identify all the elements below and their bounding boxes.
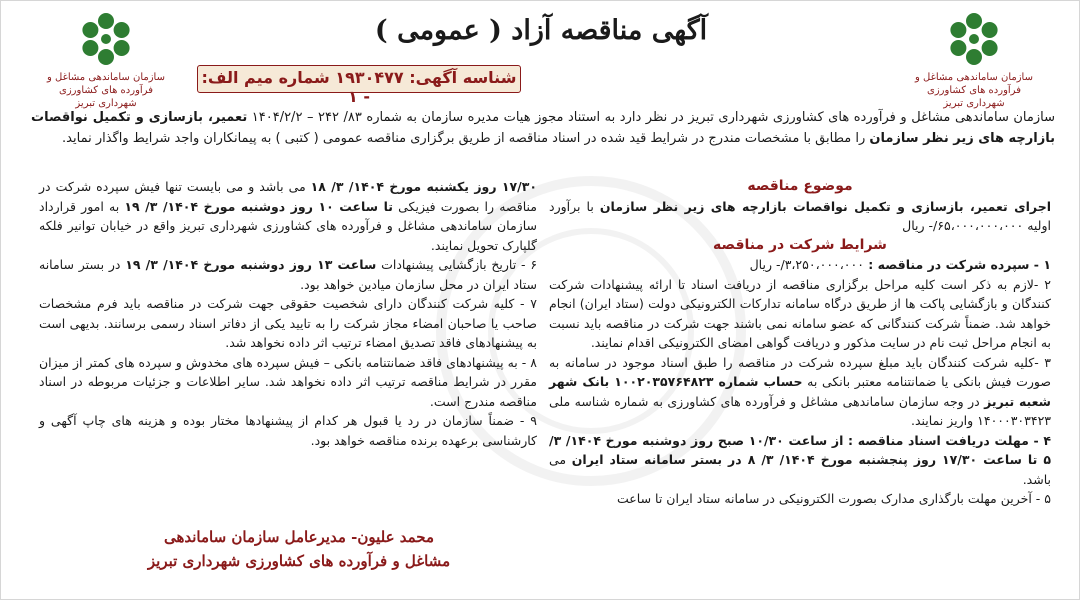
ad-id-label: شناسه آگهی: ۱۹۳۰۴۷۷ شماره میم الف: - ۱ bbox=[201, 68, 517, 106]
intro-text-end: را مطابق با مشخصات مندرج در شرایط قید شده در اسناد مناقصه از طریق برگزاری مناقصه عمومی ( کتبی ) به پیمانکاران واجد شرایط واگذار نماید. bbox=[62, 131, 870, 146]
flower-emblem-icon bbox=[76, 9, 136, 69]
condition-6 bbox=[39, 255, 537, 294]
subject-paragraph bbox=[549, 197, 1051, 236]
logo-caption-line2: شهرداری تبریز bbox=[943, 98, 1005, 109]
condition-8: ۸ - به پیشنهادهای فاقد ضمانتنامه بانکی – فیش سپرده های مخدوش و سپرده های کمتر از میزان مقرر در شرایط مناقصه ترتیب اثر داده نخواهد شد. سایر اطلاعات و جزئیات مربوطه در اسناد مناقصه مندرج است. bbox=[39, 354, 537, 409]
condition-4 bbox=[549, 431, 1051, 490]
condition-7: ۷ - کلیه شرکت کنندگان دارای شخصیت حقوقی جهت شرکت در مناقصه باید فرم مشخصات صاحب یا صاحبان امضاء مجاز شرکت را به تایید یکی از دفاتر اسناد رسمی برسانند. بدیهی است به پیشنهادهای فاقد تصدیق امضاء ترتیب اثر داده نخواهد شد. bbox=[39, 296, 537, 350]
condition-5-deadline: ۱۷/۳۰ روز یکشنبه مورخ ۱۴۰۴/ ۳/ ۱۸ bbox=[310, 179, 537, 194]
intro-paragraph bbox=[31, 107, 1055, 149]
logo-caption-line1: سازمان ساماندهی مشاغل و فرآورده های کشاورزی bbox=[47, 72, 165, 96]
condition-4-label: ۴ - مهلت دریافت اسناد مناقصه : bbox=[843, 432, 1051, 448]
condition-4-end: می باشد. bbox=[549, 452, 1051, 487]
intro-text: سازمان ساماندهی مشاغل و فرآورده های کشاورزی شهرداری تبریز در نظر دارد به استناد مجوز هیات مدیره سازمان به شماره ۸۳/ ۲۴۲ – ۱۴۰۴/۲/۲ bbox=[247, 110, 1055, 125]
condition-4-dates: از ساعت ۱۰/۳۰ صبح روز دوشنبه مورخ ۱۴۰۴/ ۳/ ۵ تا ساعت ۱۷/۳۰ روز پنجشنبه مورخ ۱۴۰۴/ ۳/ ۸ در بستر سامانه ستاد ایران bbox=[549, 432, 1051, 467]
signature-block bbox=[109, 525, 489, 573]
condition-1-value: ۳،۲۵۰،۰۰۰،۰۰۰/- ریال bbox=[749, 257, 864, 272]
subject-estimate: با برآورد اولیه ۶۵،۰۰۰،۰۰۰،۰۰۰/- ریال bbox=[549, 198, 1051, 233]
condition-2: ۲ -لازم به ذکر است کلیه مراحل برگزاری مناقصه از دریافت اسناد تا ارائه پیشنهادات شرکت کنندگان و بازگشایی پاکت ها از طریق درگاه سامانه تدارکات الکترونیکی دولت (ستاد ایران) انجام خواهد شد. ضمناً شرکت کنندگانی که عضو سامانه نمی باشند جهت شرکت در مناقصه باید نسبت به انجام مراحل ثبت نام در سایت مذکور و دریافت گواهی امضای الکترونیکی اقدام نمایند. bbox=[549, 276, 1051, 350]
condition-3-account: حساب شماره ۱۰۰۲۰۳۵۷۶۴۸۲۳ بانک شهر شعبه تبریز bbox=[549, 374, 1051, 409]
condition-3-text-end: در وجه سازمان ساماندهی مشاغل و فرآورده های کشاورزی به شماره شناسه ملی ۱۴۰۰۰۳۰۳۴۲۳ واریز نمایند. bbox=[549, 393, 1051, 428]
condition-6-text-end: در بستر سامانه ستاد ایران در محل سازمان میادین خواهد بود. bbox=[39, 257, 537, 292]
logo-caption bbox=[41, 71, 171, 110]
condition-3 bbox=[549, 353, 1051, 431]
organization-logo-right bbox=[909, 9, 1039, 109]
intro-subject-bold: تعمیر، بازسازی و تکمیل نواقصات بازارچه های زیر نظر سازمان bbox=[31, 110, 1055, 146]
condition-1 bbox=[549, 255, 1051, 275]
condition-6-text: ۶ - تاریخ بازگشایی پیشنهادات bbox=[376, 257, 538, 272]
right-column bbox=[549, 177, 1051, 509]
organization-logo-left bbox=[41, 9, 171, 109]
subject-heading: موضوع مناقصه bbox=[747, 178, 853, 194]
logo-caption-line1: سازمان ساماندهی مشاغل و فرآورده های کشاورزی bbox=[915, 72, 1033, 96]
signature-line-1: محمد علیون- مدیرعامل سازمان ساماندهی bbox=[163, 528, 435, 546]
signature-line-2: مشاغل و فرآورده های کشاورزی شهرداری تبریز bbox=[147, 552, 451, 570]
condition-5-continued bbox=[39, 177, 537, 255]
left-column bbox=[39, 177, 537, 450]
condition-3-text: ۳ -کلیه شرکت کنندگان باید مبلغ سپرده شرکت در مناقصه را طبق اسناد موجود در سامانه به صورت فیش بانکی یا ضمانتنامه معتبر بانکی به bbox=[549, 354, 1051, 389]
condition-5-text: می باشد و می بایست تنها فیش سپرده شرکت در مناقصه را بصورت فیزیکی bbox=[39, 179, 537, 214]
condition-5-text-end: به امور قرارداد سازمان ساماندهی مشاغل و فرآورده های کشاورزی شهرداری تبریز واقع در خیابان توانیر فلکه گلپارک تحویل نمایند. bbox=[39, 198, 537, 253]
flower-emblem-icon bbox=[944, 9, 1004, 69]
condition-6-date: ساعت ۱۳ روز دوشنبه مورخ ۱۴۰۴/ ۳/ ۱۹ bbox=[125, 257, 377, 272]
condition-5: ۵ - آخرین مهلت بارگذاری مدارک بصورت الکترونیکی در سامانه ستاد ایران تا ساعت bbox=[617, 491, 1051, 506]
condition-9: ۹ - ضمناً سازمان در رد یا قبول هر کدام از پیشنهادها مختار بوده و هزینه های چاپ آگهی و کارشناسی برعهده برنده مناقصه خواهد بود. bbox=[39, 413, 537, 448]
page-title: آگهی مناقصه آزاد ( عمومی ) bbox=[374, 15, 708, 46]
conditions-heading: شرایط شرکت در مناقصه bbox=[713, 236, 887, 253]
subject-bold: اجرای تعمیر، بازسازی و تکمیل نواقصات بازارچه های زیر نظر سازمان bbox=[599, 198, 1051, 214]
logo-caption bbox=[909, 71, 1039, 110]
condition-1-label: ۱ - سپرده شرکت در مناقصه : bbox=[863, 257, 1051, 272]
condition-5-physical-deadline: تا ساعت ۱۰ روز دوشنبه مورخ ۱۴۰۴/ ۳/ ۱۹ bbox=[124, 198, 393, 214]
logo-caption-line2: شهرداری تبریز bbox=[75, 98, 137, 109]
